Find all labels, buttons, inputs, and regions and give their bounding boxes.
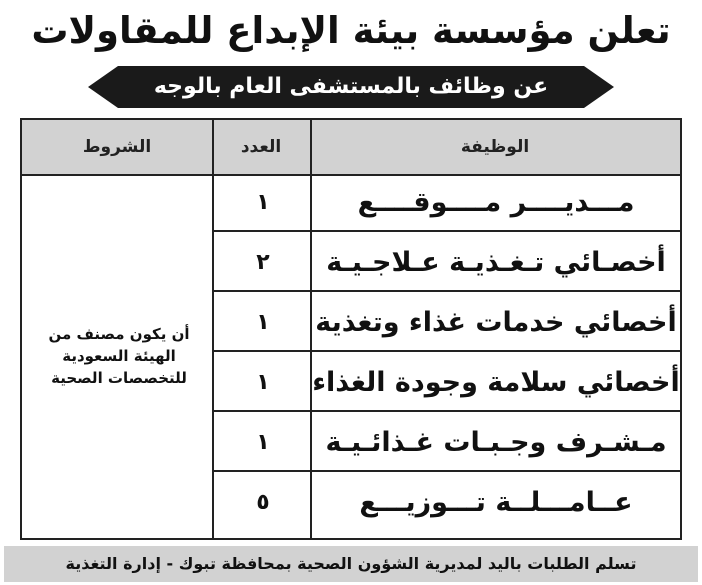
banner-arrow-right — [584, 66, 614, 108]
table-row — [214, 234, 680, 292]
job-count: ٥ — [256, 490, 270, 515]
header-count: العدد — [240, 137, 282, 157]
job-count: ١ — [256, 310, 270, 335]
job-title: مـشـرف وجـبـات غـذائـيـة — [325, 427, 667, 458]
condition-line: للتخصصات الصحية — [51, 369, 187, 387]
table-row — [214, 414, 680, 472]
header-conditions: الشروط — [82, 137, 152, 157]
condition-line: أن يكون مصنف من — [48, 325, 190, 343]
job-count: ٢ — [256, 250, 270, 275]
job-title: مـــديــــر مــــوقــــع — [357, 187, 635, 218]
job-count: ١ — [256, 370, 270, 395]
jobs-table — [20, 118, 682, 540]
job-title: أخصائي خدمات غذاء وتغذية — [315, 307, 677, 338]
job-title: أخصـائي تـغـذيـة عـلاجـيـة — [326, 247, 666, 278]
job-title: عــامـــلــة تـــوزيـــع — [359, 487, 633, 518]
job-count: ١ — [256, 190, 270, 215]
subtitle-banner — [88, 66, 614, 108]
table-row — [214, 294, 680, 352]
table-row — [214, 174, 680, 232]
table-row — [214, 474, 680, 532]
header-job: الوظيفة — [460, 137, 530, 157]
ad-title: تعلن مؤسسة بيئة الإبداع للمقاولات — [31, 9, 671, 52]
condition-line: الهيئة السعودية — [62, 347, 176, 365]
table-header — [22, 120, 680, 176]
footer-note: تسلم الطلبات باليد لمديرية الشؤون الصحية بمحافظة تبوك - إدارة التغذية — [4, 546, 698, 582]
banner-arrow-left — [88, 66, 118, 108]
subtitle-text: عن وظائف بالمستشفى العام بالوجه — [118, 66, 584, 108]
conditions-cell — [22, 174, 216, 538]
job-title: أخصائي سلامة وجودة الغذاء — [312, 367, 680, 398]
job-count: ١ — [256, 430, 270, 455]
table-row — [214, 354, 680, 412]
